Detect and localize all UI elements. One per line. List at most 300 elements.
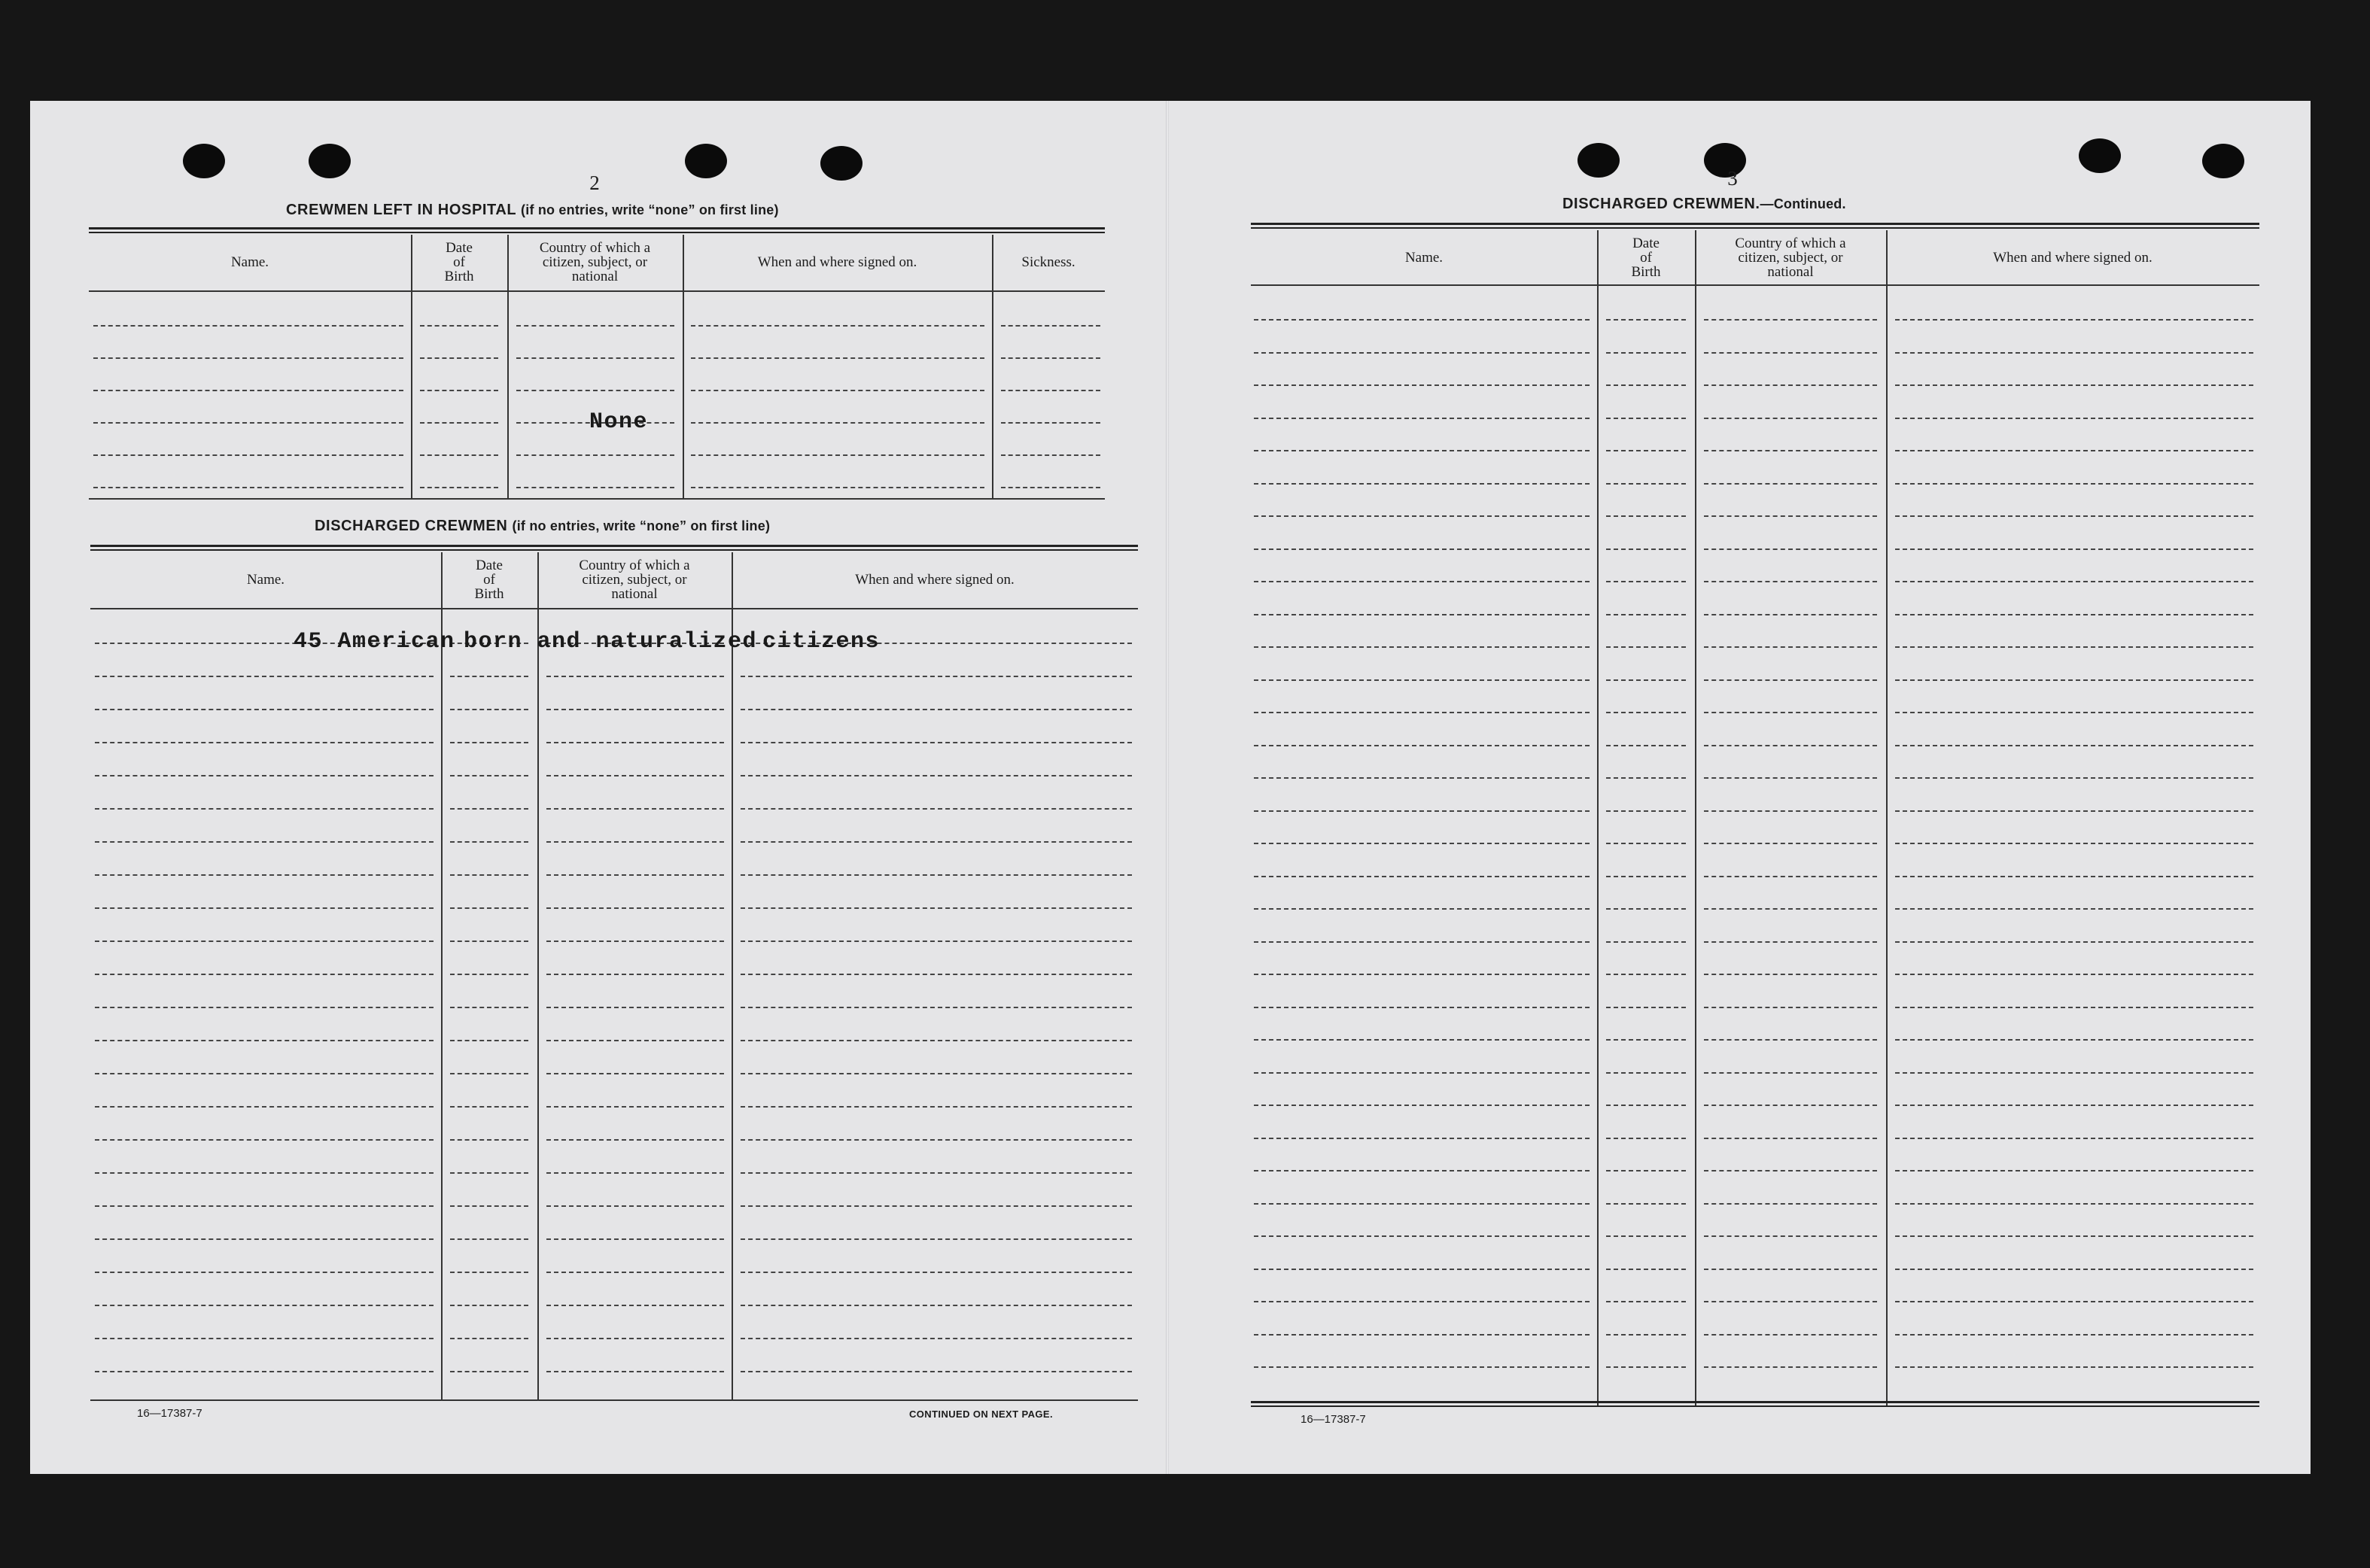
header-bottom-rule (90, 608, 1138, 609)
ruled-line (93, 390, 403, 391)
ruled-line (1704, 941, 1877, 943)
ruled-line (516, 390, 674, 391)
ruled-line (1254, 319, 1590, 321)
ruled-line (1704, 614, 1877, 615)
ruled-line (1606, 1301, 1686, 1302)
discharged-title-note: (if no entries, write “none” on first line) (512, 518, 771, 533)
ruled-line (95, 974, 434, 975)
ruled-line (95, 775, 434, 776)
ruled-line (450, 1338, 528, 1339)
table-bottom-rule (1251, 1401, 2259, 1407)
ruled-line (1606, 515, 1686, 517)
ruled-line (546, 1040, 724, 1041)
column-divider (732, 552, 733, 1399)
column-divider (1886, 230, 1888, 1407)
ruled-line (1895, 810, 2253, 812)
ruled-line (93, 454, 403, 456)
ruled-line (1001, 357, 1100, 359)
ruled-line (1254, 1301, 1590, 1302)
ruled-line (1895, 515, 2253, 517)
column-header-dob: Date of Birth (1631, 235, 1661, 280)
hospital-table (89, 227, 1105, 599)
ruled-line (1704, 1072, 1877, 1074)
ruled-line (1895, 876, 2253, 877)
ruled-line (546, 1172, 724, 1174)
ruled-line (1704, 646, 1877, 648)
ruled-line (450, 1305, 528, 1306)
column-header-country: Country of which a citizen, subject, or national (1735, 235, 1846, 280)
ruled-line (1704, 1105, 1877, 1106)
ruled-line (1704, 1334, 1877, 1336)
ruled-line (741, 1007, 1132, 1008)
ruled-line (1254, 581, 1590, 582)
ruled-line (1254, 777, 1590, 779)
ruled-line (450, 676, 528, 677)
ruled-line (1704, 483, 1877, 485)
ruled-line (741, 974, 1132, 975)
ruled-line (1254, 1203, 1590, 1205)
form-number: 16—17387-7 (137, 1407, 202, 1420)
ruled-line (420, 390, 498, 391)
ruled-line (1895, 319, 2253, 321)
ruled-line (450, 874, 528, 876)
ruled-line (1254, 548, 1590, 550)
ruled-line (1704, 352, 1877, 354)
ruled-line (1254, 483, 1590, 485)
ruled-line (1606, 1007, 1686, 1008)
ruled-line (1606, 1039, 1686, 1041)
ruled-line (1704, 1007, 1877, 1008)
discharged-title-text: DISCHARGED CREWMEN (315, 518, 508, 534)
ruled-line (1895, 745, 2253, 746)
column-header-sickness: Sickness. (1021, 254, 1075, 270)
ruled-line (741, 808, 1132, 810)
column-divider (441, 552, 443, 1399)
ruled-line (741, 1305, 1132, 1306)
ruled-line (450, 1272, 528, 1273)
ruled-line (450, 1205, 528, 1207)
ruled-line (1254, 1039, 1590, 1041)
ruled-line (1704, 1039, 1877, 1041)
punch-hole (2202, 144, 2244, 178)
ruled-line (1704, 1269, 1877, 1270)
ruled-line (546, 1106, 724, 1108)
ruled-line (741, 907, 1132, 909)
ruled-line (1254, 876, 1590, 877)
punch-hole (2079, 138, 2121, 173)
ruled-line (1606, 679, 1686, 681)
page-number: 2 (589, 172, 600, 194)
ruled-line (1895, 450, 2253, 451)
ruled-line (546, 1272, 724, 1273)
hospital-section-title (286, 202, 779, 219)
ruled-line (95, 1338, 434, 1339)
ruled-line (95, 709, 434, 710)
ruled-line (546, 940, 724, 942)
ruled-line (1001, 422, 1100, 424)
hospital-title-text: CREWMEN LEFT IN HOSPITAL (286, 202, 516, 218)
ruled-line (1606, 1105, 1686, 1106)
ruled-line (93, 357, 403, 359)
left-page (30, 101, 1168, 1474)
ruled-line (1001, 325, 1100, 327)
ruled-line (1606, 319, 1686, 321)
ruled-line (1606, 1072, 1686, 1074)
ruled-line (1254, 1072, 1590, 1074)
ruled-line (1895, 418, 2253, 419)
ruled-line (93, 325, 403, 327)
ruled-line (1254, 515, 1590, 517)
ruled-line (95, 1238, 434, 1240)
ruled-line (95, 1007, 434, 1008)
ruled-line (546, 1338, 724, 1339)
table-bottom-rule (89, 498, 1105, 500)
ruled-line (741, 1272, 1132, 1273)
discharged-table (90, 545, 1138, 1402)
ruled-line (546, 1205, 724, 1207)
ruled-line (1895, 483, 2253, 485)
ruled-line (1606, 581, 1686, 582)
ruled-line (546, 974, 724, 975)
ruled-line (1895, 1007, 2253, 1008)
ruled-line (95, 1305, 434, 1306)
ruled-line (420, 454, 498, 456)
ruled-line (516, 454, 674, 456)
discharged-entry-mid: born and naturalized (464, 629, 758, 655)
column-header-dob: Date of Birth (444, 239, 474, 284)
ruled-line (450, 1238, 528, 1240)
ruled-line (1895, 646, 2253, 648)
ruled-line (1704, 777, 1877, 779)
ruled-line (1606, 1269, 1686, 1270)
discharged-entry-lead: 45 American (294, 629, 455, 655)
ruled-line (546, 676, 724, 677)
ruled-line (1254, 614, 1590, 615)
ruled-line (450, 808, 528, 810)
ruled-line (95, 808, 434, 810)
ruled-line (1704, 1366, 1877, 1368)
header-bottom-rule (1251, 284, 2259, 286)
ruled-line (1254, 810, 1590, 812)
discharged-entry-tail: citizens (762, 629, 881, 655)
ruled-line (1606, 384, 1686, 386)
column-header-name: Name. (246, 571, 285, 588)
ruled-line (1254, 843, 1590, 844)
ruled-line (95, 676, 434, 677)
ruled-line (450, 974, 528, 975)
ruled-line (1254, 418, 1590, 419)
ruled-line (741, 1139, 1132, 1141)
ruled-line (95, 1205, 434, 1207)
ruled-line (1704, 515, 1877, 517)
ruled-line (546, 841, 724, 843)
ruled-line (691, 487, 984, 488)
ruled-line (1254, 384, 1590, 386)
ruled-line (1704, 745, 1877, 746)
ruled-line (546, 907, 724, 909)
ruled-line (95, 874, 434, 876)
ruled-line (1895, 1269, 2253, 1270)
ruled-line (1254, 352, 1590, 354)
ruled-line (1895, 352, 2253, 354)
ruled-line (1704, 876, 1877, 877)
ruled-line (450, 1139, 528, 1141)
ruled-line (1895, 777, 2253, 779)
header-bottom-rule (89, 290, 1105, 292)
ruled-line (741, 676, 1132, 677)
column-divider (1597, 230, 1599, 1407)
ruled-line (1254, 646, 1590, 648)
ruled-line (450, 1007, 528, 1008)
ruled-line (516, 357, 674, 359)
ruled-line (691, 357, 984, 359)
ruled-line (95, 940, 434, 942)
hospital-entry: None (589, 409, 649, 435)
ruled-line (1895, 843, 2253, 844)
ruled-line (95, 1371, 434, 1372)
hospital-title-note: (if no entries, write “none” on first line) (521, 202, 779, 217)
ruled-line (420, 357, 498, 359)
ruled-line (1606, 810, 1686, 812)
ruled-line (420, 422, 498, 424)
ruled-line (1895, 1235, 2253, 1237)
ruled-line (1254, 1007, 1590, 1008)
ruled-line (1704, 712, 1877, 713)
ruled-line (1895, 974, 2253, 975)
ruled-line (1254, 1105, 1590, 1106)
ruled-line (1606, 1334, 1686, 1336)
ruled-line (1704, 810, 1877, 812)
ruled-line (450, 775, 528, 776)
ruled-line (1254, 1366, 1590, 1368)
discharged-continued-title (1562, 196, 1846, 213)
ruled-line (741, 742, 1132, 743)
table-bottom-rule (90, 1399, 1138, 1401)
ruled-line (95, 1139, 434, 1141)
column-header-country: Country of which a citizen, subject, or national (539, 239, 651, 284)
ruled-line (1254, 941, 1590, 943)
ruled-line (741, 1238, 1132, 1240)
ruled-line (1704, 1301, 1877, 1302)
ruled-line (450, 742, 528, 743)
ruled-line (95, 1272, 434, 1273)
form-sheet (30, 101, 2311, 1474)
ruled-line (1606, 1170, 1686, 1171)
ruled-line (741, 874, 1132, 876)
ruled-line (1254, 450, 1590, 451)
ruled-line (420, 487, 498, 488)
punch-hole (685, 144, 727, 178)
ruled-line (1606, 548, 1686, 550)
column-header-signed-on: When and where signed on. (1993, 249, 2152, 266)
page-number: 3 (1727, 167, 1738, 190)
ruled-line (691, 454, 984, 456)
ruled-line (1606, 843, 1686, 844)
ruled-line (546, 874, 724, 876)
discharged-continued-title-suffix: —Continued. (1760, 196, 1846, 211)
ruled-line (95, 742, 434, 743)
ruled-line (546, 775, 724, 776)
ruled-line (1254, 712, 1590, 713)
ruled-line (546, 1007, 724, 1008)
ruled-line (1606, 1235, 1686, 1237)
ruled-line (95, 1073, 434, 1074)
ruled-line (1606, 974, 1686, 975)
ruled-line (741, 709, 1132, 710)
column-header-country: Country of which a citizen, subject, or national (579, 557, 690, 602)
ruled-line (741, 1338, 1132, 1339)
ruled-line (93, 487, 403, 488)
right-page (1168, 101, 2311, 1474)
punch-hole (820, 146, 863, 181)
ruled-line (450, 709, 528, 710)
ruled-line (741, 940, 1132, 942)
ruled-line (1895, 1203, 2253, 1205)
table-top-rule (90, 545, 1138, 551)
ruled-line (1704, 548, 1877, 550)
ruled-line (1895, 548, 2253, 550)
ruled-line (741, 1172, 1132, 1174)
ruled-line (1895, 1301, 2253, 1302)
ruled-line (95, 1172, 434, 1174)
discharged-continued-table (1251, 223, 2259, 1405)
ruled-line (1895, 1138, 2253, 1139)
ruled-line (691, 325, 984, 327)
ruled-line (1704, 450, 1877, 451)
ruled-line (1895, 712, 2253, 713)
ruled-line (1606, 712, 1686, 713)
column-divider (537, 552, 539, 1399)
ruled-line (1606, 876, 1686, 877)
ruled-line (1606, 646, 1686, 648)
ruled-line (1704, 679, 1877, 681)
ruled-line (516, 325, 674, 327)
ruled-line (1606, 450, 1686, 451)
ruled-line (450, 1172, 528, 1174)
ruled-line (1895, 581, 2253, 582)
ruled-line (1895, 908, 2253, 910)
ruled-line (1895, 941, 2253, 943)
ruled-line (450, 1073, 528, 1074)
table-top-rule (1251, 223, 2259, 229)
ruled-line (1254, 1170, 1590, 1171)
ruled-line (93, 422, 403, 424)
ruled-line (741, 1205, 1132, 1207)
punch-hole (1577, 143, 1620, 178)
ruled-line (1704, 974, 1877, 975)
ruled-line (546, 1371, 724, 1372)
ruled-line (95, 841, 434, 843)
ruled-line (1704, 418, 1877, 419)
ruled-line (1254, 745, 1590, 746)
ruled-line (546, 709, 724, 710)
ruled-line (546, 1073, 724, 1074)
ruled-line (1606, 745, 1686, 746)
ruled-line (1001, 487, 1100, 488)
punch-hole (183, 144, 225, 178)
ruled-line (1704, 1170, 1877, 1171)
ruled-line (741, 1040, 1132, 1041)
ruled-line (546, 1305, 724, 1306)
ruled-line (1704, 384, 1877, 386)
ruled-line (1704, 1138, 1877, 1139)
ruled-line (1704, 1203, 1877, 1205)
column-header-signed-on: When and where signed on. (855, 571, 1015, 588)
ruled-line (1254, 908, 1590, 910)
ruled-line (1895, 614, 2253, 615)
punch-hole (309, 144, 351, 178)
form-number: 16—17387-7 (1301, 1413, 1366, 1426)
ruled-line (741, 1073, 1132, 1074)
ruled-line (1704, 843, 1877, 844)
ruled-line (450, 1371, 528, 1372)
ruled-line (1001, 390, 1100, 391)
ruled-line (1606, 941, 1686, 943)
column-header-signed-on: When and where signed on. (757, 254, 917, 270)
ruled-line (1254, 1269, 1590, 1270)
column-header-name: Name. (1404, 249, 1444, 266)
ruled-line (450, 1040, 528, 1041)
ruled-line (450, 1106, 528, 1108)
ruled-line (1606, 614, 1686, 615)
ruled-line (1606, 777, 1686, 779)
ruled-line (1895, 1072, 2253, 1074)
ruled-line (1254, 1138, 1590, 1139)
ruled-line (420, 325, 498, 327)
ruled-line (546, 1139, 724, 1141)
ruled-line (1895, 679, 2253, 681)
ruled-line (516, 487, 674, 488)
ruled-line (95, 1106, 434, 1108)
ruled-line (1895, 1366, 2253, 1368)
ruled-line (1704, 319, 1877, 321)
ruled-line (546, 808, 724, 810)
ruled-line (1606, 483, 1686, 485)
ruled-line (1254, 974, 1590, 975)
ruled-line (1606, 908, 1686, 910)
ruled-line (1895, 1334, 2253, 1336)
column-header-dob: Date of Birth (474, 557, 504, 602)
ruled-line (450, 940, 528, 942)
ruled-line (691, 390, 984, 391)
ruled-line (741, 841, 1132, 843)
ruled-line (1606, 1366, 1686, 1368)
ruled-line (1895, 1105, 2253, 1106)
discharged-section-title (315, 518, 770, 535)
ruled-line (1704, 581, 1877, 582)
ruled-line (741, 1371, 1132, 1372)
ruled-line (95, 907, 434, 909)
continued-note: CONTINUED ON NEXT PAGE. (909, 1408, 1053, 1420)
ruled-line (741, 1106, 1132, 1108)
ruled-line (450, 907, 528, 909)
ruled-line (1606, 1203, 1686, 1205)
ruled-line (1606, 418, 1686, 419)
ruled-line (1606, 352, 1686, 354)
ruled-line (741, 775, 1132, 776)
discharged-continued-title-text: DISCHARGED CREWMEN. (1562, 196, 1760, 212)
ruled-line (450, 841, 528, 843)
ruled-line (1001, 454, 1100, 456)
ruled-line (691, 422, 984, 424)
table-top-rule (89, 227, 1105, 233)
ruled-line (1895, 1039, 2253, 1041)
ruled-line (1895, 1170, 2253, 1171)
ruled-line (1895, 384, 2253, 386)
ruled-line (95, 1040, 434, 1041)
ruled-line (1254, 1235, 1590, 1237)
ruled-line (1704, 1235, 1877, 1237)
